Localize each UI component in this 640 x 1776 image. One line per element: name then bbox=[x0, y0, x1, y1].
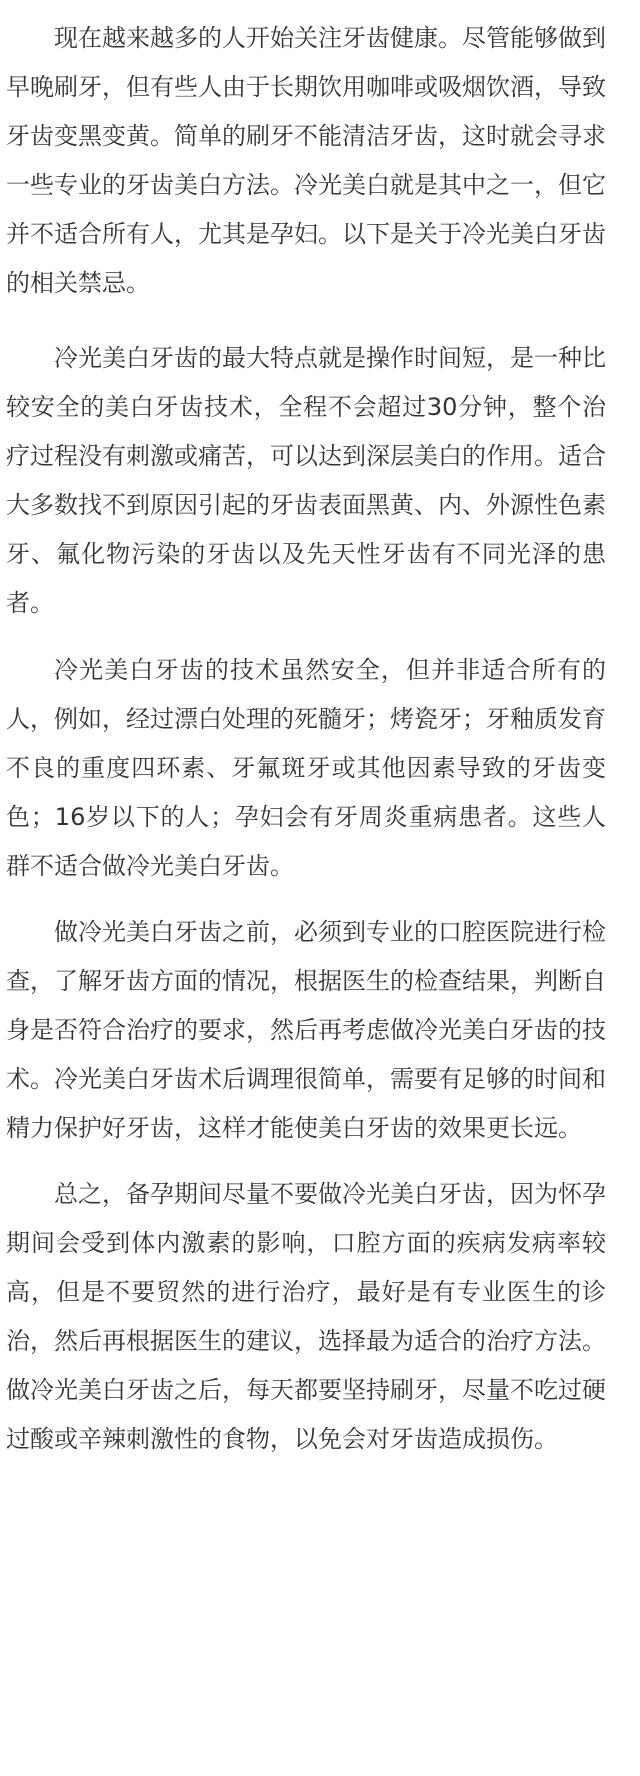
paragraph-preparation: 做冷光美白牙齿之前，必须到专业的口腔医院进行检查，了解牙齿方面的情况，根据医生的检查结果，判断自身是否符合治疗的要求，然后再考虑做冷光美白牙齿的技术。冷光美白牙齿术后调理很简单，需要有足够的时间和精力保护好牙齿，这样才能使美白牙齿的效果更长远。 bbox=[6, 918, 606, 1142]
paragraph-contraindications: 冷光美白牙齿的技术虽然安全，但并非适合所有的人，例如，经过漂白处理的死髓牙；烤瓷牙；牙釉质发育不良的重度四环素、牙氟斑牙或其他因素导致的牙齿变色；16岁以下的人；孕妇会有牙周炎重病患者。这些人群不适合做冷光美白牙齿。 bbox=[6, 656, 606, 880]
paragraph-conclusion: 总之，备孕期间尽量不要做冷光美白牙齿，因为怀孕期间会受到体内激素的影响，口腔方面的疾病发病率较高，但是不要贸然的进行治疗，最好是有专业医生的诊治，然后再根据医生的建议，选择最为适合的治疗方法。做冷光美白牙齿之后，每天都要坚持刷牙，尽量不吃过硬过酸或辛辣刺激性的食物，以免会对牙齿造成损伤。 bbox=[6, 1180, 606, 1453]
paragraph-features: 冷光美白牙齿的最大特点就是操作时间短，是一种比较安全的美白牙齿技术，全程不会超过30分钟，整个治疗过程没有刺激或痛苦，可以达到深层美白的作用。适合大多数找不到原因引起的牙齿表面黑黄、内、外源性色素牙、氟化物污染的牙齿以及先天性牙齿有不同光泽的患者。 bbox=[6, 344, 606, 617]
article-body bbox=[0, 14, 640, 1464]
paragraph-intro: 现在越来越多的人开始关注牙齿健康。尽管能够做到早晚刷牙，但有些人由于长期饮用咖啡或吸烟饮酒，导致牙齿变黑变黄。简单的刷牙不能清洁牙齿，这时就会寻求一些专业的牙齿美白方法。冷光美白就是其中之一，但它并不适合所有人，尤其是孕妇。以下是关于冷光美白牙齿的相关禁忌。 bbox=[6, 24, 606, 297]
